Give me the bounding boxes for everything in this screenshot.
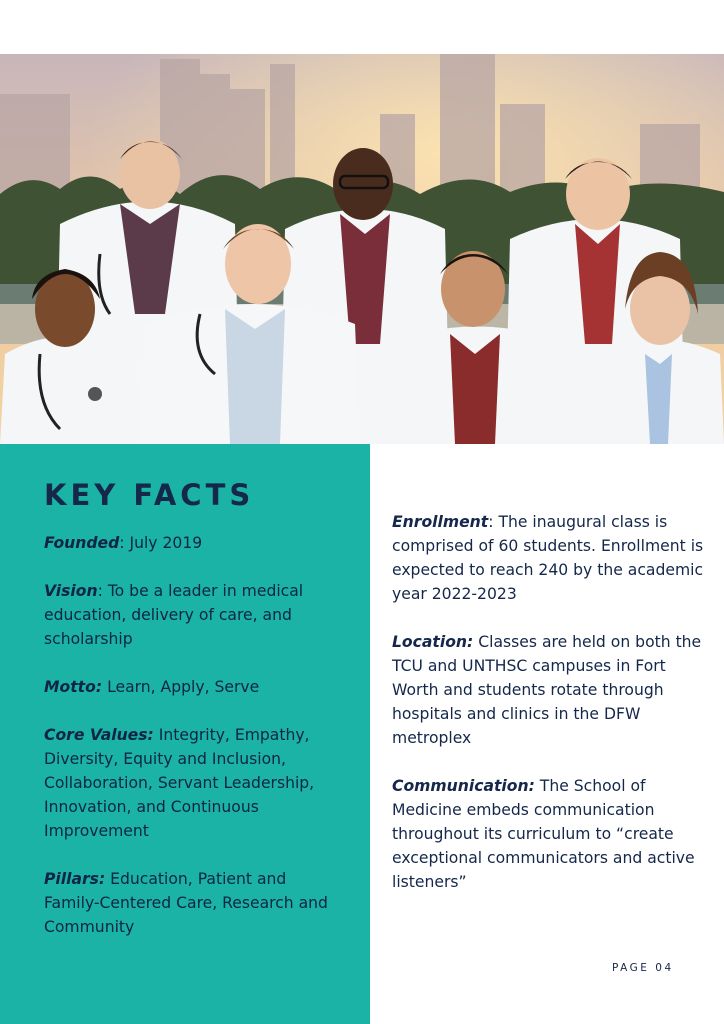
fact-pillars bbox=[44, 867, 344, 939]
fact-communication bbox=[392, 774, 704, 894]
right-facts-column bbox=[392, 510, 704, 918]
fact-enrollment bbox=[392, 510, 704, 606]
page-number: PAGE 04 bbox=[612, 962, 674, 974]
fact-key: Motto: bbox=[44, 678, 103, 696]
fact-value: Classes are held on both the TCU and UNTHSC campuses in Fort Worth and students rotate through hospitals and clinics in the DFW metroplex bbox=[392, 633, 702, 747]
fact-value: July 2019 bbox=[129, 534, 203, 552]
left-facts-column bbox=[44, 531, 344, 963]
fact-motto bbox=[44, 675, 344, 699]
fact-key: Enrollment bbox=[392, 513, 489, 531]
fact-sep: : bbox=[119, 534, 130, 552]
fact-key: Communication: bbox=[392, 777, 535, 795]
fact-value: Education, Patient and Family-Centered Care, Research and Community bbox=[44, 870, 328, 936]
fact-value: To be a leader in medical education, delivery of care, and scholarship bbox=[44, 582, 304, 648]
fact-value: Integrity, Empathy, Diversity, Equity and Inclusion, Collaboration, Servant Leadership, Innovation, and Continuous Improvement bbox=[44, 726, 315, 840]
fact-value: Learn, Apply, Serve bbox=[107, 678, 260, 696]
fact-key: Core Values: bbox=[44, 726, 154, 744]
fact-key: Location: bbox=[392, 633, 474, 651]
fact-value: The inaugural class is comprised of 60 students. Enrollment is expected to reach 240 by the academic year 2022-2023 bbox=[392, 513, 704, 603]
fact-founded bbox=[44, 531, 344, 555]
group-photo-illustration bbox=[0, 54, 724, 444]
fact-sep: : bbox=[488, 513, 499, 531]
fact-key: Vision bbox=[44, 582, 98, 600]
group-photo bbox=[0, 54, 724, 444]
fact-location bbox=[392, 630, 704, 750]
fact-core-values bbox=[44, 723, 344, 843]
key-facts-heading: KEY FACTS bbox=[44, 478, 255, 512]
fact-key: Pillars: bbox=[44, 870, 106, 888]
fact-vision bbox=[44, 579, 344, 651]
fact-sep: : bbox=[97, 582, 108, 600]
fact-key: Founded bbox=[44, 534, 120, 552]
fact-value: The School of Medicine embeds communication throughout its curriculum to “create exceptional communicators and active listeners” bbox=[392, 777, 695, 891]
